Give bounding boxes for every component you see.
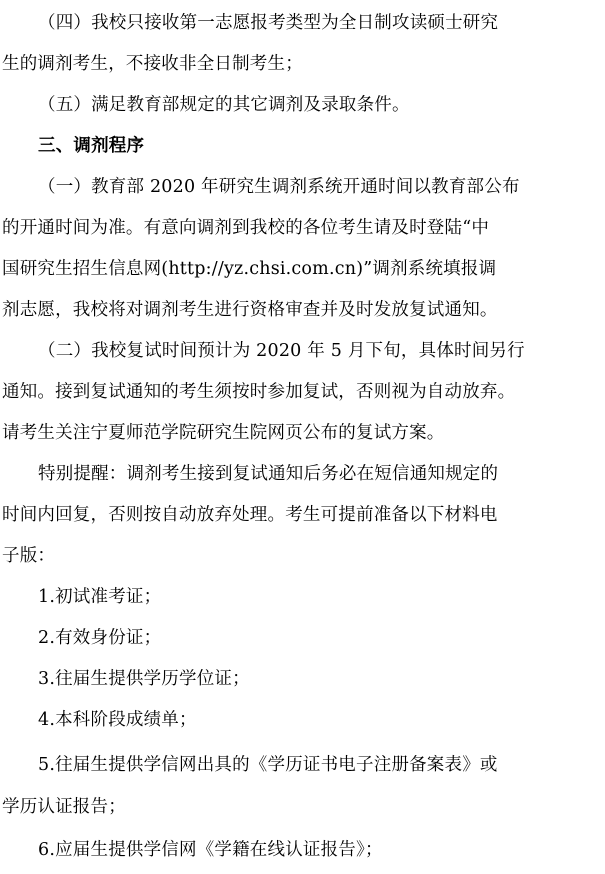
text-line: 剂志愿，我校将对调剂考生进行资格审查并及时发放复试通知。	[2, 300, 498, 320]
text-line: 特别提醒：调剂考生接到复试通知后务必在短信通知规定的	[38, 464, 499, 484]
list-item: 4.本科阶段成绩单；	[38, 710, 197, 730]
text-line: （五）满足教育部规定的其它调剂及录取条件。	[38, 95, 410, 115]
text-line: 子版：	[2, 546, 56, 566]
list-item: 2.有效身份证；	[38, 628, 162, 648]
text-line: 生的调剂考生，不接收非全日制考生；	[2, 54, 303, 74]
text-line: （二）我校复试时间预计为 2020 年 5 月下旬，具体时间另行	[38, 341, 525, 361]
section-heading: 三、调剂程序	[38, 136, 145, 156]
text-line: 的开通时间为准。有意向调剂到我校的各位考生请及时登陆“中	[2, 218, 490, 238]
list-item: 1.初试准考证；	[38, 587, 162, 607]
text-line: 通知。接到复试通知的考生须按时参加复试，否则视为自动放弃。	[2, 382, 516, 402]
text-line: （四）我校只接收第一志愿报考类型为全日制攻读硕士研究	[38, 13, 499, 33]
list-item: 5.往届生提供学信网出具的《学历证书电子注册备案表》或	[38, 755, 498, 775]
text-line: 学历认证报告；	[2, 797, 126, 817]
text-line: 国研究生招生信息网(http://yz.chsi.com.cn)”调剂系统填报调	[2, 259, 497, 279]
list-item: 3.往届生提供学历学位证；	[38, 669, 250, 689]
text-line: （一）教育部 2020 年研究生调剂系统开通时间以教育部公布	[38, 177, 520, 197]
text-line: 请考生关注宁夏师范学院研究生院网页公布的复试方案。	[2, 423, 445, 443]
text-line: 时间内回复，否则按自动放弃处理。考生可提前准备以下材料电	[2, 505, 498, 525]
list-item: 6.应届生提供学信网《学籍在线认证报告》；	[38, 840, 383, 860]
